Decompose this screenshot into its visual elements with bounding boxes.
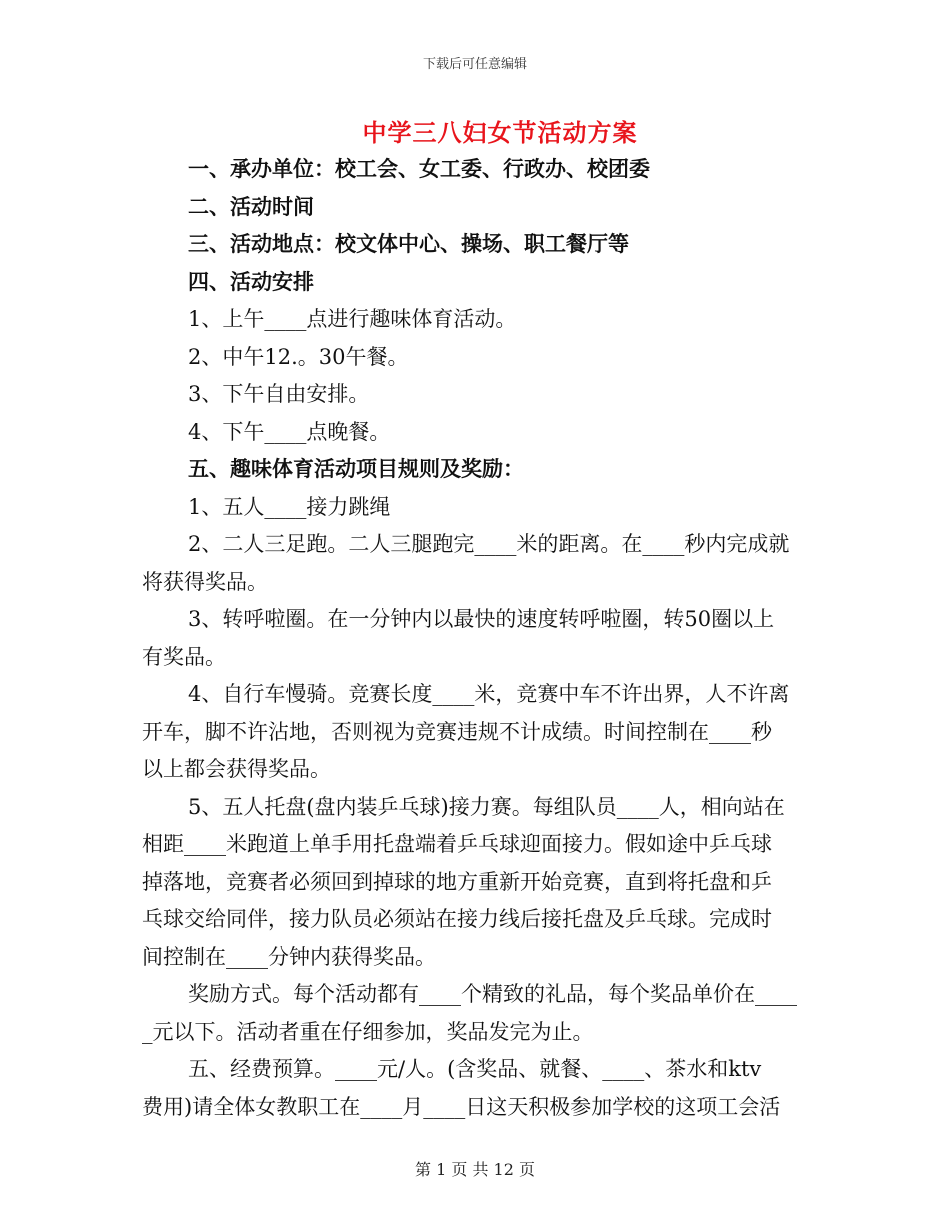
document-title: 中学三八妇女节活动方案 <box>362 119 638 147</box>
page-header: 下载后可任意编辑 <box>422 57 527 72</box>
paragraph-line: 乓球交给同伴，接力队员必须站在接力线后接托盘及乒乓球。完成时 <box>142 907 772 931</box>
paragraph-line: 掉落地，竞赛者必须回到掉球的地方重新开始竞赛，直到将托盘和乒 <box>142 869 772 894</box>
section-heading: 三、活动地点：校文体中心、操场、职工餐厅等 <box>188 232 629 256</box>
paragraph-line: 4、下午____点晚餐。 <box>188 419 391 444</box>
page-footer: 第 1 页 共 12 页 <box>415 1160 535 1179</box>
section-heading: 二、活动时间 <box>188 194 314 219</box>
paragraph-line: 2、二人三足跑。二人三腿跑完____米的距离。在____秒内完成就 <box>188 532 790 556</box>
paragraph-line: 有奖品。 <box>142 644 226 669</box>
section-heading: 五、趣味体育活动项目规则及奖励： <box>188 457 524 481</box>
paragraph-line: _元以下。活动者重在仔细参加，奖品发完为止。 <box>142 1019 594 1044</box>
paragraph-line: 五、经费预算。____元/人。(含奖品、就餐、____、茶水和ktv <box>188 1057 762 1081</box>
paragraph-line: 间控制在____分钟内获得奖品。 <box>142 944 436 969</box>
paragraph-line: 将获得奖品。 <box>142 569 268 594</box>
paragraph-line: 3、下午自由安排。 <box>188 382 370 406</box>
paragraph-line: 2、中午12.。30午餐。 <box>188 344 409 369</box>
paragraph-line: 开车，脚不许沾地，否则视为竞赛违规不计成绩。时间控制在____秒 <box>142 719 772 744</box>
paragraph-line: 4、自行车慢骑。竞赛长度____米，竞赛中车不许出界，人不许离 <box>188 682 790 706</box>
paragraph-line: 费用)请全体女教职工在____月____日这天积极参加学校的这项工会活 <box>142 1094 781 1119</box>
document-body <box>142 151 812 1126</box>
paragraph-line: 3、转呼啦圈。在一分钟内以最快的速度转呼啦圈，转50圈以上 <box>188 607 775 631</box>
paragraph-line: 1、上午____点进行趣味体育活动。 <box>188 307 517 331</box>
paragraph-line: 奖励方式。每个活动都有____个精致的礼品，每个奖品单价在____ <box>188 982 797 1006</box>
paragraph-line: 5、五人托盘(盘内装乒乓球)接力赛。每组队员____人，相向站在 <box>188 794 785 819</box>
section-heading: 四、活动安排 <box>188 269 314 294</box>
paragraph-line: 相距____米跑道上单手用托盘端着乒乓球迎面接力。假如途中乒乓球 <box>142 832 772 856</box>
paragraph-line: 1、五人____接力跳绳 <box>188 494 391 519</box>
paragraph-line: 以上都会获得奖品。 <box>142 757 331 781</box>
section-heading: 一、承办单位：校工会、女工委、行政办、校团委 <box>188 157 650 181</box>
